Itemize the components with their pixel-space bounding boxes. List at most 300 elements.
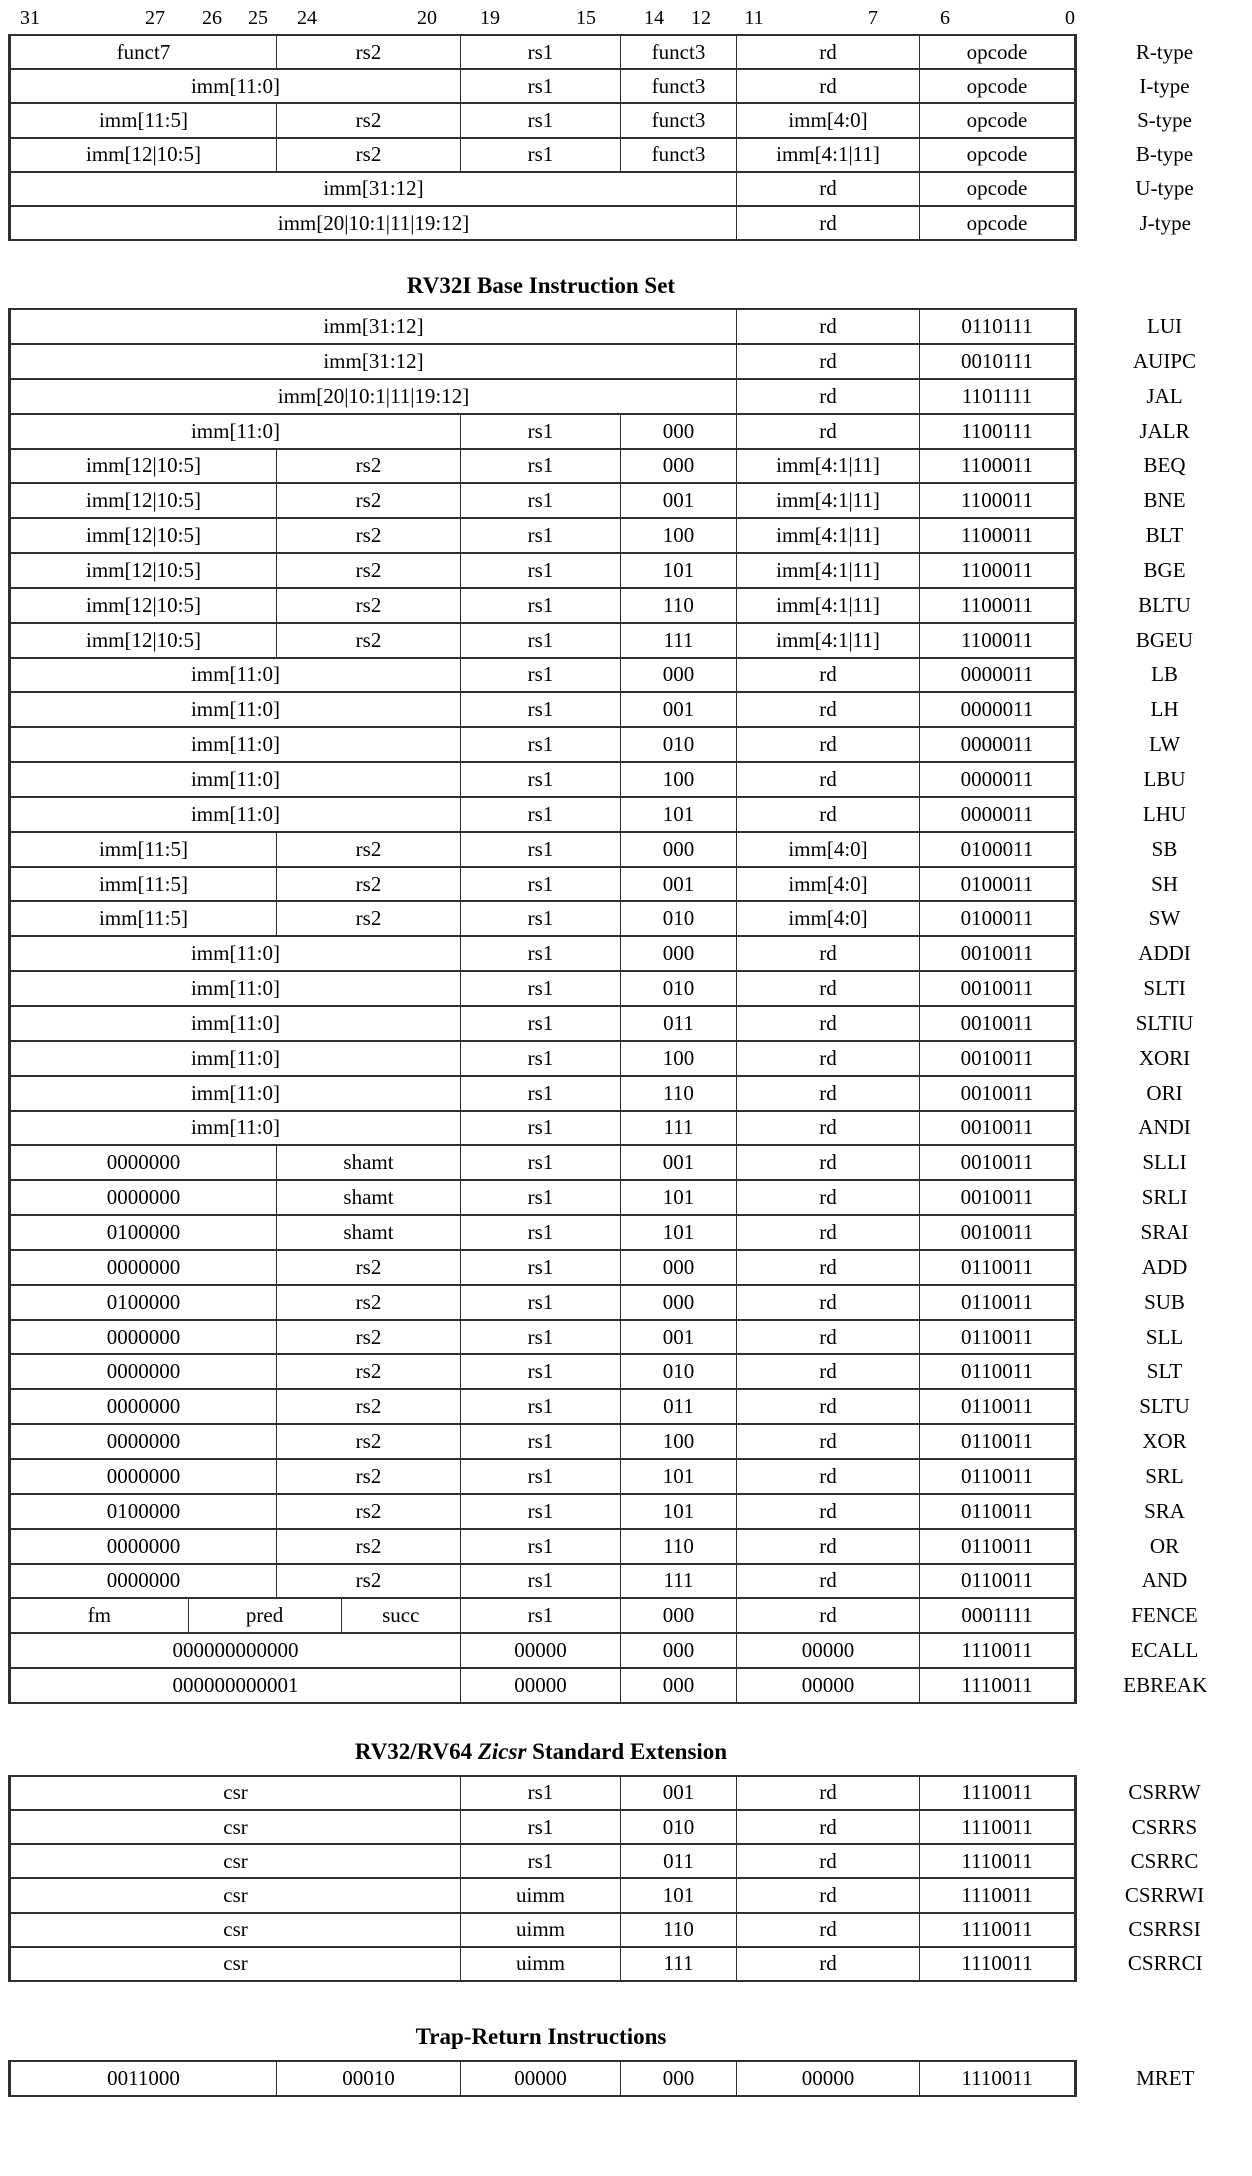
field-cell: 000 bbox=[621, 449, 737, 484]
field-cell: rd bbox=[737, 172, 920, 206]
field-cell: 001 bbox=[621, 483, 737, 518]
field-cell: 111 bbox=[621, 623, 737, 658]
field-cell: 111 bbox=[621, 1947, 737, 1981]
instruction-row bbox=[10, 1459, 1252, 1494]
field-cell: 0010011 bbox=[920, 1111, 1076, 1146]
instruction-row bbox=[10, 658, 1252, 693]
field-cell: imm[11:0] bbox=[10, 1006, 461, 1041]
field-cell: rs2 bbox=[277, 1494, 461, 1529]
field-cell: imm[11:5] bbox=[10, 867, 277, 902]
field-cell: 1110011 bbox=[920, 1913, 1076, 1947]
trap-return-section-title: Trap-Return Instructions bbox=[8, 2023, 1074, 2051]
field-cell: rs1 bbox=[461, 414, 621, 449]
instruction-row bbox=[10, 901, 1252, 936]
field-cell: imm[4:0] bbox=[737, 103, 920, 137]
field-cell: rs1 bbox=[461, 1285, 621, 1320]
instruction-name: CSRRS bbox=[1076, 1810, 1252, 1844]
field-cell: rs1 bbox=[461, 138, 621, 172]
field-cell: imm[4:1|11] bbox=[737, 449, 920, 484]
field-cell: 0000000 bbox=[10, 1564, 277, 1599]
field-cell: imm[31:12] bbox=[10, 309, 737, 344]
field-cell: 011 bbox=[621, 1389, 737, 1424]
field-cell: imm[20|10:1|11|19:12] bbox=[10, 379, 737, 414]
field-cell: rs2 bbox=[277, 1424, 461, 1459]
field-cell: 0110011 bbox=[920, 1529, 1076, 1564]
instruction-name: I-type bbox=[1076, 69, 1252, 103]
field-cell: shamt bbox=[277, 1145, 461, 1180]
field-cell: opcode bbox=[920, 206, 1076, 240]
instruction-row bbox=[10, 414, 1252, 449]
field-cell: 000 bbox=[621, 2061, 737, 2096]
field-cell: rs1 bbox=[461, 832, 621, 867]
instruction-name: CSRRW bbox=[1076, 1776, 1252, 1810]
instruction-row bbox=[10, 832, 1252, 867]
field-cell: rs1 bbox=[461, 1529, 621, 1564]
field-cell: rs2 bbox=[277, 518, 461, 553]
field-cell: imm[11:0] bbox=[10, 936, 461, 971]
field-cell: rs1 bbox=[461, 1320, 621, 1355]
instruction-name: JAL bbox=[1076, 379, 1252, 414]
field-cell: 0010011 bbox=[920, 1145, 1076, 1180]
instruction-row bbox=[10, 1529, 1252, 1564]
field-cell: 0110011 bbox=[920, 1459, 1076, 1494]
field-cell: rs1 bbox=[461, 1776, 621, 1810]
zicsr-title-pre: RV32/RV64 bbox=[355, 1739, 478, 1764]
instruction-row bbox=[10, 1810, 1252, 1844]
instruction-row bbox=[10, 867, 1252, 902]
field-cell: 0000000 bbox=[10, 1459, 277, 1494]
field-cell: imm[4:0] bbox=[737, 867, 920, 902]
instruction-name: EBREAK bbox=[1076, 1668, 1252, 1703]
field-cell: 0000000 bbox=[10, 1424, 277, 1459]
instruction-row bbox=[10, 483, 1252, 518]
instruction-row bbox=[10, 588, 1252, 623]
instruction-row bbox=[10, 936, 1252, 971]
field-cell: 1110011 bbox=[920, 1878, 1076, 1912]
field-cell: rd bbox=[737, 1145, 920, 1180]
field-cell: rd bbox=[737, 971, 920, 1006]
field-cell: rs2 bbox=[277, 1320, 461, 1355]
field-cell: 010 bbox=[621, 901, 737, 936]
bit-label-15: 15 bbox=[576, 7, 596, 30]
field-cell: rs1 bbox=[461, 1076, 621, 1111]
instruction-row bbox=[10, 103, 1252, 137]
field-cell: imm[12|10:5] bbox=[10, 449, 277, 484]
field-cell: uimm bbox=[461, 1947, 621, 1981]
field-cell: rd bbox=[737, 69, 920, 103]
field-cell: 110 bbox=[621, 588, 737, 623]
field-cell: opcode bbox=[920, 35, 1076, 69]
field-cell: rd bbox=[737, 414, 920, 449]
instruction-row bbox=[10, 379, 1252, 414]
instruction-name: SRL bbox=[1076, 1459, 1252, 1494]
field-cell: 1100011 bbox=[920, 483, 1076, 518]
field-cell: 110 bbox=[621, 1529, 737, 1564]
field-cell: 001 bbox=[621, 867, 737, 902]
instruction-row bbox=[10, 1564, 1252, 1599]
field-cell: rs1 bbox=[461, 658, 621, 693]
field-cell: rs1 bbox=[461, 1459, 621, 1494]
field-cell: 000 bbox=[621, 936, 737, 971]
field-cell: 1100011 bbox=[920, 553, 1076, 588]
instruction-name: CSRRC bbox=[1076, 1844, 1252, 1878]
field-cell: imm[12|10:5] bbox=[10, 518, 277, 553]
field-cell: shamt bbox=[277, 1215, 461, 1250]
field-cell: 0000000 bbox=[10, 1180, 277, 1215]
field-cell: rd bbox=[737, 379, 920, 414]
field-cell: 0000000 bbox=[10, 1145, 277, 1180]
field-cell: rs1 bbox=[461, 518, 621, 553]
field-cell: rs2 bbox=[277, 35, 461, 69]
field-cell: imm[20|10:1|11|19:12] bbox=[10, 206, 737, 240]
field-cell: imm[4:1|11] bbox=[737, 553, 920, 588]
field-cell: 1110011 bbox=[920, 2061, 1076, 2096]
field-cell: imm[4:1|11] bbox=[737, 623, 920, 658]
field-cell: rs2 bbox=[277, 553, 461, 588]
instruction-name: SLLI bbox=[1076, 1145, 1252, 1180]
field-cell: rd bbox=[737, 1285, 920, 1320]
field-cell: rd bbox=[737, 936, 920, 971]
rv32i-table bbox=[8, 308, 1252, 1704]
field-cell: rs1 bbox=[461, 1180, 621, 1215]
instruction-row bbox=[10, 69, 1252, 103]
field-cell: rs2 bbox=[277, 867, 461, 902]
instruction-row bbox=[10, 1250, 1252, 1285]
field-cell: rs1 bbox=[461, 1810, 621, 1844]
instruction-row bbox=[10, 1913, 1252, 1947]
instruction-name: S-type bbox=[1076, 103, 1252, 137]
field-cell: rd bbox=[737, 1111, 920, 1146]
field-cell: csr bbox=[10, 1844, 461, 1878]
field-cell: rd bbox=[737, 1947, 920, 1981]
field-cell: imm[11:0] bbox=[10, 1111, 461, 1146]
field-cell: imm[11:0] bbox=[10, 1041, 461, 1076]
instruction-name: SW bbox=[1076, 901, 1252, 936]
field-cell: 101 bbox=[621, 1878, 737, 1912]
field-cell: 010 bbox=[621, 1354, 737, 1389]
bit-position-ruler bbox=[8, 7, 1252, 34]
field-cell: imm[11:0] bbox=[10, 971, 461, 1006]
field-cell: 011 bbox=[621, 1006, 737, 1041]
field-cell: rd bbox=[737, 1006, 920, 1041]
field-cell: 101 bbox=[621, 553, 737, 588]
instruction-name: SH bbox=[1076, 867, 1252, 902]
field-cell: 0110011 bbox=[920, 1564, 1076, 1599]
field-cell: rs1 bbox=[461, 1041, 621, 1076]
instruction-name: BGEU bbox=[1076, 623, 1252, 658]
field-cell: 0110011 bbox=[920, 1354, 1076, 1389]
field-cell: shamt bbox=[277, 1180, 461, 1215]
field-cell: 100 bbox=[621, 1424, 737, 1459]
field-cell: rs1 bbox=[461, 1564, 621, 1599]
field-cell: rd bbox=[737, 658, 920, 693]
instruction-name: J-type bbox=[1076, 206, 1252, 240]
field-cell: rd bbox=[737, 692, 920, 727]
instruction-row bbox=[10, 1180, 1252, 1215]
field-cell: rs1 bbox=[461, 483, 621, 518]
instruction-row bbox=[10, 2061, 1252, 2096]
field-cell: 111 bbox=[621, 1111, 737, 1146]
instruction-row bbox=[10, 1598, 1252, 1633]
field-cell: imm[11:0] bbox=[10, 797, 461, 832]
instruction-row bbox=[10, 518, 1252, 553]
field-cell: 000 bbox=[621, 658, 737, 693]
field-cell: rd bbox=[737, 35, 920, 69]
field-cell: rs2 bbox=[277, 138, 461, 172]
field-cell: rs1 bbox=[461, 1250, 621, 1285]
field-cell: uimm bbox=[461, 1913, 621, 1947]
field-cell: rd bbox=[737, 1424, 920, 1459]
bit-label-26: 26 bbox=[202, 7, 222, 30]
field-cell: 0110011 bbox=[920, 1285, 1076, 1320]
instruction-name: SRLI bbox=[1076, 1180, 1252, 1215]
instruction-row bbox=[10, 727, 1252, 762]
instruction-row bbox=[10, 1111, 1252, 1146]
instruction-name: SLTU bbox=[1076, 1389, 1252, 1424]
trap-return-table bbox=[8, 2060, 1252, 2097]
field-cell: rs2 bbox=[277, 1250, 461, 1285]
zicsr-table bbox=[8, 1775, 1252, 1982]
field-cell: rd bbox=[737, 1913, 920, 1947]
instruction-row bbox=[10, 1494, 1252, 1529]
field-cell: 00000 bbox=[461, 2061, 621, 2096]
rv32i-section-title: RV32I Base Instruction Set bbox=[8, 272, 1074, 300]
instruction-row bbox=[10, 1145, 1252, 1180]
field-cell: imm[12|10:5] bbox=[10, 483, 277, 518]
field-cell: imm[11:0] bbox=[10, 727, 461, 762]
instruction-name: CSRRWI bbox=[1076, 1878, 1252, 1912]
instruction-row bbox=[10, 1844, 1252, 1878]
field-cell: rd bbox=[737, 797, 920, 832]
field-cell: rs1 bbox=[461, 901, 621, 936]
field-cell: rs1 bbox=[461, 1215, 621, 1250]
field-cell: 110 bbox=[621, 1913, 737, 1947]
field-cell: rd bbox=[737, 206, 920, 240]
field-cell: 0110011 bbox=[920, 1250, 1076, 1285]
field-cell: 1100011 bbox=[920, 518, 1076, 553]
field-cell: rs1 bbox=[461, 103, 621, 137]
instruction-name: OR bbox=[1076, 1529, 1252, 1564]
instruction-row bbox=[10, 762, 1252, 797]
field-cell: 0100011 bbox=[920, 832, 1076, 867]
bit-label-6: 6 bbox=[940, 7, 950, 30]
instruction-name: SUB bbox=[1076, 1285, 1252, 1320]
field-cell: rs2 bbox=[277, 623, 461, 658]
bit-label-12: 12 bbox=[691, 7, 711, 30]
field-cell: rd bbox=[737, 1180, 920, 1215]
field-cell: rd bbox=[737, 1494, 920, 1529]
field-cell: 101 bbox=[621, 1459, 737, 1494]
instruction-name: ADDI bbox=[1076, 936, 1252, 971]
bit-label-14: 14 bbox=[644, 7, 664, 30]
field-cell: rd bbox=[737, 1389, 920, 1424]
field-cell: rs2 bbox=[277, 1389, 461, 1424]
field-cell: rs2 bbox=[277, 1354, 461, 1389]
instruction-name: SLT bbox=[1076, 1354, 1252, 1389]
field-cell: 011 bbox=[621, 1844, 737, 1878]
instruction-row bbox=[10, 1320, 1252, 1355]
field-cell: funct3 bbox=[621, 103, 737, 137]
field-cell: rs1 bbox=[461, 1389, 621, 1424]
field-cell: 0010111 bbox=[920, 344, 1076, 379]
field-cell: uimm bbox=[461, 1878, 621, 1912]
instruction-row bbox=[10, 449, 1252, 484]
field-cell: funct7 bbox=[10, 35, 277, 69]
field-cell: 1100011 bbox=[920, 623, 1076, 658]
instruction-row bbox=[10, 35, 1252, 69]
instruction-name: ADD bbox=[1076, 1250, 1252, 1285]
field-cell: 0110011 bbox=[920, 1320, 1076, 1355]
instruction-row bbox=[10, 1041, 1252, 1076]
instruction-row bbox=[10, 309, 1252, 344]
field-cell: 0010011 bbox=[920, 1006, 1076, 1041]
field-cell: 0000011 bbox=[920, 762, 1076, 797]
field-cell: rs1 bbox=[461, 692, 621, 727]
instruction-name: ORI bbox=[1076, 1076, 1252, 1111]
field-cell: rd bbox=[737, 1215, 920, 1250]
field-cell: rs2 bbox=[277, 1285, 461, 1320]
field-cell: 1100011 bbox=[920, 588, 1076, 623]
field-cell: imm[11:0] bbox=[10, 658, 461, 693]
instruction-row bbox=[10, 1878, 1252, 1912]
field-cell: imm[11:0] bbox=[10, 692, 461, 727]
instruction-name: B-type bbox=[1076, 138, 1252, 172]
field-cell: 001 bbox=[621, 1145, 737, 1180]
instruction-name: BLT bbox=[1076, 518, 1252, 553]
field-cell: rd bbox=[737, 1076, 920, 1111]
instruction-name: LUI bbox=[1076, 309, 1252, 344]
instruction-row bbox=[10, 1947, 1252, 1981]
instruction-name: SRA bbox=[1076, 1494, 1252, 1529]
instruction-name: AUIPC bbox=[1076, 344, 1252, 379]
field-cell: rs1 bbox=[461, 971, 621, 1006]
field-cell: opcode bbox=[920, 172, 1076, 206]
field-cell: rs1 bbox=[461, 623, 621, 658]
bit-label-31: 31 bbox=[20, 7, 40, 30]
field-cell: csr bbox=[10, 1947, 461, 1981]
field-cell: 000 bbox=[621, 832, 737, 867]
instruction-row bbox=[10, 172, 1252, 206]
field-cell: rs2 bbox=[277, 103, 461, 137]
zicsr-section-title bbox=[8, 1738, 1074, 1766]
field-cell: 000000000000 bbox=[10, 1633, 461, 1668]
field-cell: 0100000 bbox=[10, 1215, 277, 1250]
field-cell: 0110011 bbox=[920, 1494, 1076, 1529]
field-cell: opcode bbox=[920, 138, 1076, 172]
bit-label-11: 11 bbox=[744, 7, 763, 30]
field-cell: csr bbox=[10, 1810, 461, 1844]
field-cell: 0011000 bbox=[10, 2061, 277, 2096]
field-cell: rs1 bbox=[461, 588, 621, 623]
field-cell: 0010011 bbox=[920, 1180, 1076, 1215]
field-cell: 010 bbox=[621, 1810, 737, 1844]
subfield-fm: fm bbox=[11, 1599, 188, 1632]
instruction-name: CSRRCI bbox=[1076, 1947, 1252, 1981]
bit-label-25: 25 bbox=[248, 7, 268, 30]
field-cell: 000 bbox=[621, 1633, 737, 1668]
field-cell: imm[11:5] bbox=[10, 901, 277, 936]
instruction-name: LHU bbox=[1076, 797, 1252, 832]
instruction-row bbox=[10, 344, 1252, 379]
bit-label-19: 19 bbox=[480, 7, 500, 30]
field-cell: 00010 bbox=[277, 2061, 461, 2096]
field-cell: rd bbox=[737, 344, 920, 379]
field-cell: 001 bbox=[621, 1776, 737, 1810]
instruction-row bbox=[10, 1215, 1252, 1250]
instruction-row bbox=[10, 1668, 1252, 1703]
field-cell: rd bbox=[737, 1878, 920, 1912]
field-cell: 010 bbox=[621, 971, 737, 1006]
field-cell: 0000011 bbox=[920, 658, 1076, 693]
instruction-name: LW bbox=[1076, 727, 1252, 762]
instruction-name: SLTI bbox=[1076, 971, 1252, 1006]
field-cell: rd bbox=[737, 727, 920, 762]
field-cell: rd bbox=[737, 1598, 920, 1633]
field-cell: rs1 bbox=[461, 1354, 621, 1389]
instruction-name: BLTU bbox=[1076, 588, 1252, 623]
field-cell: csr bbox=[10, 1776, 461, 1810]
field-cell: 00000 bbox=[461, 1633, 621, 1668]
field-cell: imm[12|10:5] bbox=[10, 623, 277, 658]
field-cell: opcode bbox=[920, 69, 1076, 103]
instruction-name: CSRRSI bbox=[1076, 1913, 1252, 1947]
field-cell: rs1 bbox=[461, 1844, 621, 1878]
field-cell: rd bbox=[737, 762, 920, 797]
field-cell: 1110011 bbox=[920, 1844, 1076, 1878]
field-cell: 100 bbox=[621, 1041, 737, 1076]
field-cell: 0100000 bbox=[10, 1285, 277, 1320]
field-cell: 0000000 bbox=[10, 1320, 277, 1355]
field-cell: rs1 bbox=[461, 1111, 621, 1146]
field-cell: 0100011 bbox=[920, 867, 1076, 902]
field-cell: 101 bbox=[621, 1494, 737, 1529]
instruction-name: SLTIU bbox=[1076, 1006, 1252, 1041]
instruction-row bbox=[10, 971, 1252, 1006]
instruction-name: SB bbox=[1076, 832, 1252, 867]
field-cell: 000 bbox=[621, 1285, 737, 1320]
field-cell: imm[4:0] bbox=[737, 832, 920, 867]
field-cell: 000 bbox=[621, 414, 737, 449]
field-fence-subfields bbox=[10, 1598, 461, 1633]
instruction-name: FENCE bbox=[1076, 1598, 1252, 1633]
instruction-name: SLL bbox=[1076, 1320, 1252, 1355]
field-cell: rd bbox=[737, 1529, 920, 1564]
field-cell: imm[11:0] bbox=[10, 69, 461, 103]
instruction-name: MRET bbox=[1076, 2061, 1252, 2096]
instruction-name: BGE bbox=[1076, 553, 1252, 588]
instruction-row bbox=[10, 797, 1252, 832]
field-cell: opcode bbox=[920, 103, 1076, 137]
field-cell: 0010011 bbox=[920, 971, 1076, 1006]
instruction-name: LB bbox=[1076, 658, 1252, 693]
field-cell: imm[11:0] bbox=[10, 414, 461, 449]
field-cell: csr bbox=[10, 1878, 461, 1912]
riscv-instruction-listing bbox=[0, 7, 1252, 2097]
field-cell: 1100011 bbox=[920, 449, 1076, 484]
subfield-pred: pred bbox=[188, 1599, 341, 1632]
field-cell: rs2 bbox=[277, 1459, 461, 1494]
instruction-row bbox=[10, 623, 1252, 658]
field-cell: imm[11:5] bbox=[10, 832, 277, 867]
field-cell: 101 bbox=[621, 1180, 737, 1215]
instruction-row bbox=[10, 553, 1252, 588]
field-cell: rd bbox=[737, 1250, 920, 1285]
instruction-name: ECALL bbox=[1076, 1633, 1252, 1668]
field-cell: rs1 bbox=[461, 1598, 621, 1633]
instruction-name: XOR bbox=[1076, 1424, 1252, 1459]
instruction-name: BEQ bbox=[1076, 449, 1252, 484]
bit-label-24: 24 bbox=[297, 7, 317, 30]
